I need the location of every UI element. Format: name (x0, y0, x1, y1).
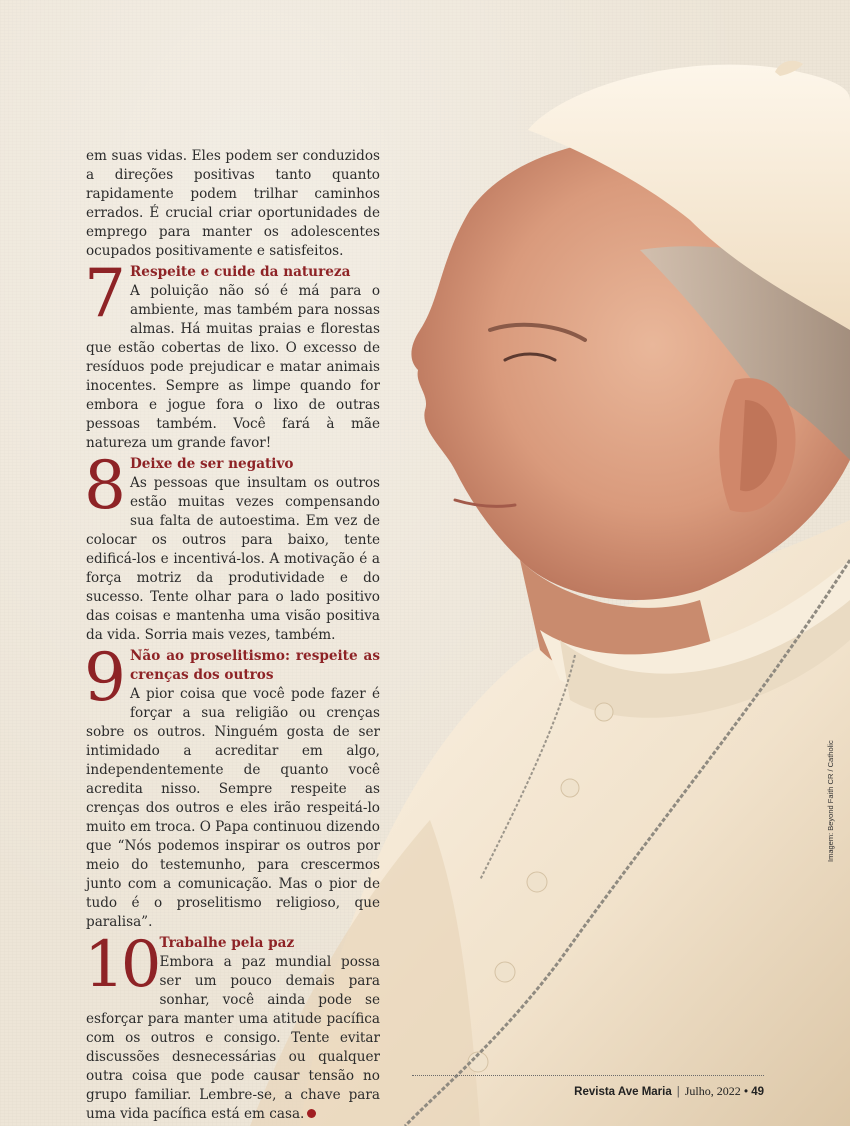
end-mark-icon (307, 1109, 316, 1118)
section-title: Deixe de ser negativo (130, 456, 294, 472)
section-number: 8 (84, 447, 126, 524)
page-number: 49 (751, 1086, 764, 1098)
section-7 (84, 255, 380, 453)
footer-bullet: • (743, 1086, 748, 1098)
section-8 (84, 447, 380, 645)
issue-date: Julho, 2022 (684, 1084, 741, 1098)
photo-credit: Imagem: Beyond Faith CR / Catholic (826, 740, 835, 862)
section-number: 7 (84, 255, 126, 332)
section-title: Não ao proselitismo: respeite as crenças dos outros (130, 648, 380, 683)
footer-divider (412, 1075, 764, 1076)
section-body: A poluição não só é má para o ambiente, mas também para nossas almas. Há muitas praias e florestas que estão cobertas de lixo. O excesso de resíduos pode prejudicar e matar animais inocentes. Sempre as limpe quando for embora e jogue fora o lixo de outras pessoas também. Você fará à mãe natureza um grande favor! (86, 283, 380, 451)
magazine-name: Revista Ave Maria (574, 1086, 672, 1098)
section-10 (84, 928, 380, 1124)
section-number: 10 (84, 928, 158, 1002)
footer-separator: | (676, 1086, 680, 1098)
section-body: A pior coisa que você pode fazer é forçar a sua religião ou crenças sobre os outros. Ninguém gosta de ser intimidado a acreditar em algo, independentemente de quanto você acredita nisso. Sempre respeite as crenças dos outros e eles irão respeitá-lo muito em troca. O Papa continuou dizendo que “Nós podemos inspirar os outros por meio do testemunho, para crescermos junto com a comunicação. Mas o pior de tudo é o proselitismo religioso, que paralisa”. (86, 686, 380, 930)
section-number: 9 (84, 639, 126, 716)
section-body: As pessoas que insultam os outros estão muitas vezes compensando sua falta de autoestima. Em vez de colocar os outros para baixo, tente edificá-los e incentivá-los. A motivação é a força motriz da produtividade e do sucesso. Tente olhar para o lado positivo das coisas e mantenha uma visão positiva da vida. Sorria mais vezes, também. (86, 475, 380, 643)
section-body-text: Embora a paz mundial possa ser um pouco demais para sonhar, você ainda pode se esforçar para manter uma atitude pacífica com os outros e consigo. Tente evitar discussões desnecessárias ou qualquer outra coisa que pode causar tensão no grupo familiar. Lembre-se, a chave para uma vida pacífica está em casa. (86, 954, 380, 1122)
article-column (86, 147, 380, 1124)
section-9 (84, 639, 380, 932)
page-footer (412, 1084, 764, 1099)
section-title: Trabalhe pela paz (159, 935, 295, 951)
intro-paragraph: em suas vidas. Eles podem ser conduzidos a direções positivas tanto quanto rapidamente podem trilhar caminhos errados. É crucial criar oportunidades de emprego para manter os adolescentes ocupados positivamente e satisfeitos. (86, 148, 380, 259)
section-title: Respeite e cuide da natureza (130, 264, 351, 280)
